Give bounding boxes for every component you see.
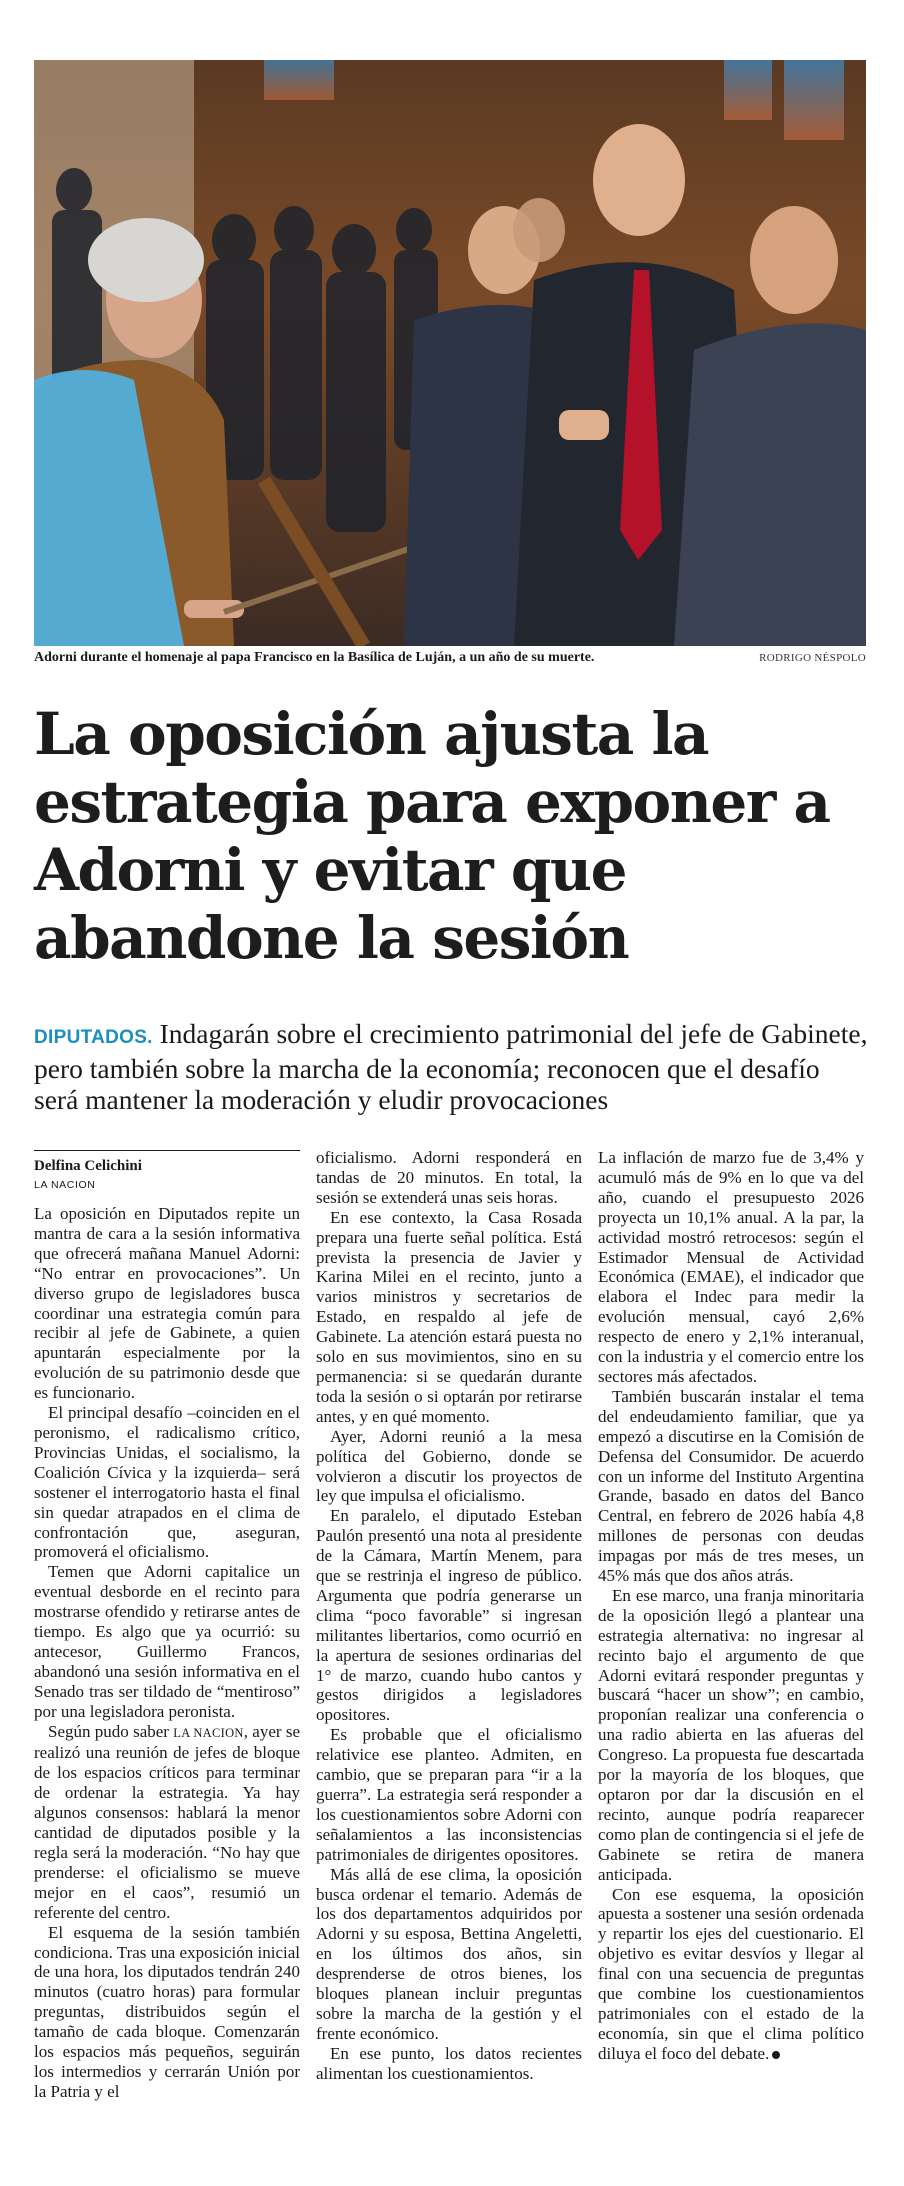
paragraph: El principal desafío –coinciden en el peronismo, el radicalismo crítico, Provincias Unidas, el socialismo, la Coalición Cívica y la izquierda– será sostener el interrogatorio hasta el final sin quedar atrapados en el clima de confrontación que, aseguran, promoverá el oficialismo. bbox=[34, 1403, 300, 1562]
article-column-2 bbox=[316, 1148, 582, 2084]
stained-glass-window bbox=[264, 60, 334, 100]
paragraph: También buscarán instalar el tema del endeudamiento familiar, que ya empezó a discutirse en la Comisión de Defensa del Consumidor. De acuerdo con un informe del Instituto Argentina Grande, basado en datos del Banco Central, en febrero de 2026 había 4,8 millones de personas con deudas impagas por más de tres meses, un 45% más que dos años atrás. bbox=[598, 1386, 864, 1586]
end-of-article-mark bbox=[772, 2051, 780, 2059]
paragraph: Temen que Adorni capitalice un eventual desborde en el recinto para mostrarse ofendido y retirarse antes de tiempo. Es algo que ya ocurrió: su antecesor, Guillermo Francos, abandonó una sesión informativa en el Senado tras ser tildado de “mentiroso” por una legisladora peronista. bbox=[34, 1562, 300, 1721]
deck bbox=[34, 1018, 870, 1115]
paragraph-text: Con ese esquema, la oposición apuesta a sostener una sesión ordenada y repartir los ejes del cuestionario. El objetivo es evitar desvíos y llegar al final con una secuencia de preguntas que combine los cuestionamientos patrimoniales con el estado de la economía, sin que el clima político diluya el foco del debate. bbox=[598, 1884, 864, 2063]
photo-caption bbox=[34, 646, 866, 670]
caption-text: Adorni durante el homenaje al papa Francisco en la Basílica de Luján, a un año de su muerte. bbox=[34, 650, 595, 665]
news-photo bbox=[34, 60, 866, 646]
byline bbox=[34, 1150, 300, 1194]
photo-credit: RODRIGO NÉSPOLO bbox=[759, 652, 866, 664]
deck-text: Indagarán sobre el crecimiento patrimonial del jefe de Gabinete, pero también sobre la marcha de la economía; reconocen que el desafío será mantener la moderación y eludir provocaciones bbox=[34, 1018, 868, 1115]
headline: La oposición ajusta la estrategia para exponer a Adorni y evitar que abandone la sesión bbox=[34, 700, 830, 972]
paragraph: La oposición en Diputados repite un mantra de cara a la sesión informativa que ofrecerá mañana Manuel Adorni: “No entrar en provocaciones”. Un diverso grupo de legisladores busca coordinar una estrategia común para recibir al jefe de Gabinete, a quien apuntarán especialmente por la evolución de su patrimonio desde que es funcionario. bbox=[34, 1204, 300, 1403]
paragraph-text: , ayer se realizó una reunión de jefes de bloque de los espacios críticos para terminar de ordenar la estrategia. Ya hay algunos consensos: hablará la menor cantidad de diputados posible y la regla será la moderación. “No hay que prenderse: el oficialismo se mueve mejor en el caos”, resumió un referente del centro. bbox=[34, 1721, 301, 1922]
paragraph: En ese punto, los datos recientes alimentan los cuestionamientos. bbox=[316, 2043, 582, 2083]
stained-glass-window bbox=[784, 60, 844, 140]
paragraph: El esquema de la sesión también condiciona. Tras una exposición inicial de una hora, los diputados tendrán 240 minutos (cuatro horas) para formular preguntas, distribuidos según el tamaño de cada bloque. Comenzarán los espacios más pequeños, seguirán los intermedios y cerrarán Unión por la Patria y el bbox=[34, 1922, 300, 2101]
paragraph: oficialismo. Adorni responderá en tandas de 20 minutos. En total, la sesión se extenderá unas seis horas. bbox=[316, 1148, 582, 1207]
paragraph: En ese marco, una franja minoritaria de la oposición llegó a plantear una estrategia alternativa: no ingresar al recinto bajo el argumento de que Adorni evitará responder preguntas y buscará “hacer un show”; en cambio, proponían realizar una conferencia o una radio abierta en las afueras del Congreso. La propuesta fue descartada por la mayoría de los bloques, que optaron por dar la discusión en el recinto, aunque podría reaparecer como plan de contingencia si el jefe de Gabinete se retira de manera anticipada. bbox=[598, 1585, 864, 1884]
byline-author: Delfina Celichini bbox=[34, 1158, 142, 1174]
section-kicker: DIPUTADOS. bbox=[34, 1027, 153, 1048]
article-column-3 bbox=[598, 1148, 864, 2064]
paragraph: Ayer, Adorni reunió a la mesa política del Gobierno, donde se volvieron a discutir los proyectos de ley que impulsa el oficialismo. bbox=[316, 1426, 582, 1506]
paragraph bbox=[598, 1885, 864, 2064]
paragraph bbox=[34, 1722, 300, 1923]
photo-illustration bbox=[34, 60, 866, 646]
paragraph-text: Según pudo saber bbox=[48, 1721, 174, 1741]
paragraph: La inflación de marzo fue de 3,4% y acumuló más de 9% en lo que va del año, cuando el presupuesto 2026 proyecta un 10,1% anual. A la par, la actividad mostró retrocesos: según el Estimador Mensual de Actividad Económica (EMAE), el indicador que elabora el Indec para medir la evolución mensual, cayó 2,6% respecto de enero y 2,1% interanual, con la industria y el comercio entre los sectores más afectados. bbox=[598, 1148, 864, 1386]
paragraph: Es probable que el oficialismo relativice ese planteo. Admiten, en cambio, que se preparan para “ir a la guerra”. La estrategia será responder a los cuestionamientos sobre Adorni con señalamientos a las inconsistencias patrimoniales de dirigentes opositores. bbox=[316, 1725, 582, 1864]
byline-source: LA NACION bbox=[34, 1179, 96, 1191]
paragraph: En ese contexto, la Casa Rosada prepara una fuerte señal política. Está prevista la presencia de Javier y Karina Milei en el recinto, junto a varios ministros y secretarios de Estado, en respaldo al jefe de Gabinete. La atención estará puesta no solo en sus movimientos, sino en su permanencia: si se quedarán durante toda la sesión o si optarán por retirarse antes, y en qué momento. bbox=[316, 1207, 582, 1426]
stained-glass-window bbox=[724, 60, 772, 120]
source-name: LA NACION bbox=[173, 1725, 244, 1740]
paragraph: En paralelo, el diputado Esteban Paulón presentó una nota al presidente de la Cámara, Martín Menem, para que se restrinja el ingreso de público. Argumenta que podría generarse un clima “poco favorable” si ingresan militantes libertarios, como ocurrió en la apertura de sesiones ordinarias del 1° de marzo, cuando hubo cantos y gestos dirigidos a legisladores opositores. bbox=[316, 1506, 582, 1725]
paragraph: Más allá de ese clima, la oposición busca ordenar el temario. Además de los dos departamentos adquiridos por Adorni y su esposa, Bettina Angeletti, en los últimos dos años, sin desprenderse de otros bienes, los bloques planean incluir preguntas sobre la marcha de la gestión y el frente económico. bbox=[316, 1864, 582, 2043]
article-column-1 bbox=[34, 1148, 300, 2102]
